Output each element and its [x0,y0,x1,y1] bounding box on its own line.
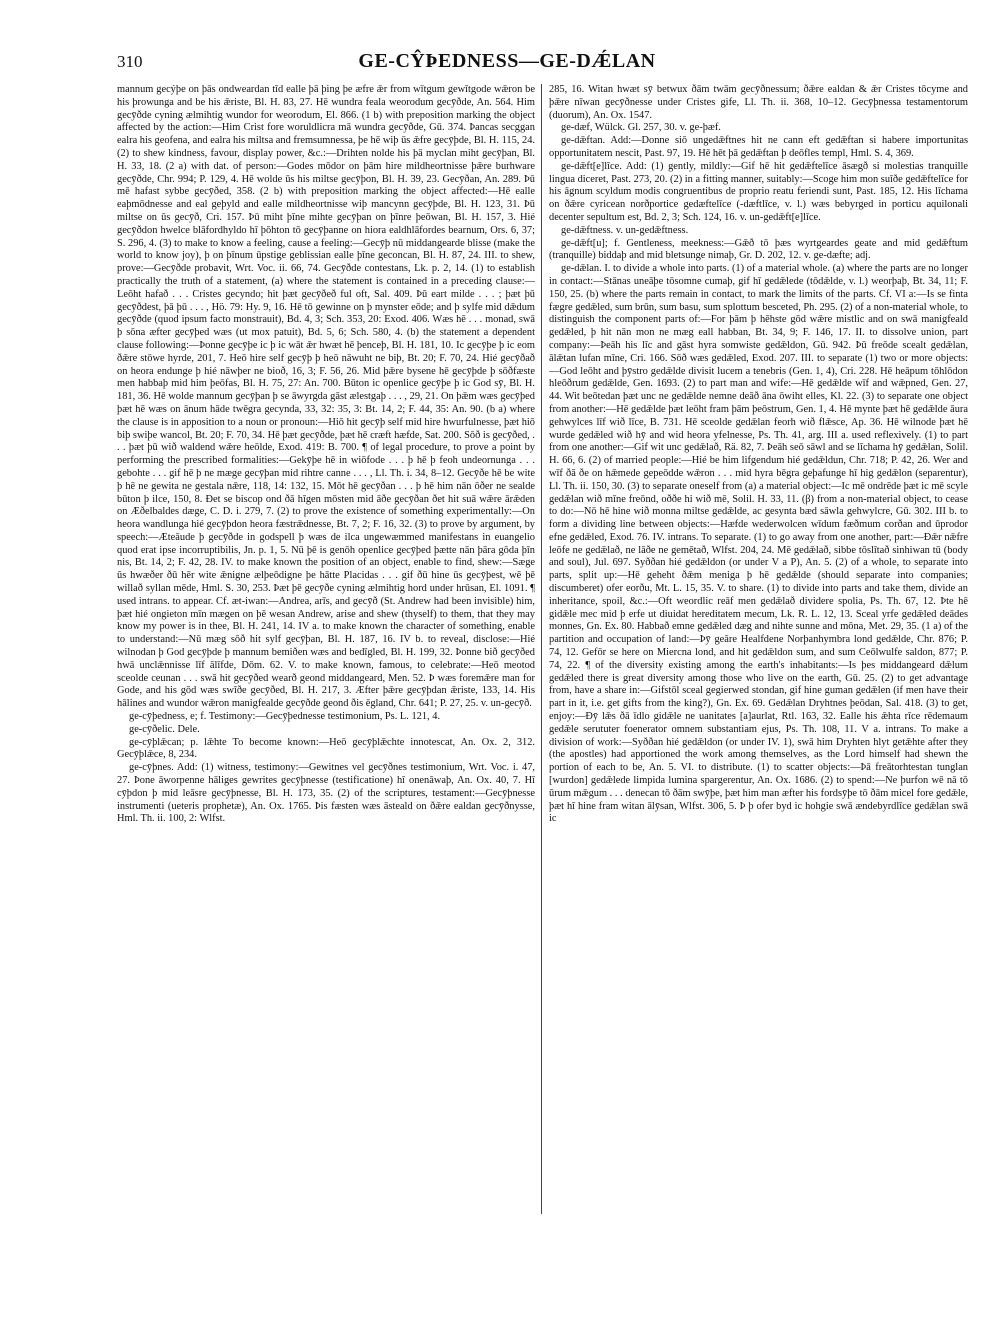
entry-paragraph: ge-dǣft[u]; f. Gentleness, meekness:—Gǣð tō þæs wyrtgeardes geate and mid gedǣftum (tranquille) biddaþ and mid bletsunge nimaþ, Gr. D. 202, 12. v. ge-dæfte; adj. [549,237,968,262]
entry-paragraph: ge-cȳþedness, e; f. Testimony:—Gecȳþednesse testimonium, Ps. L. 121, 4. [129,711,441,723]
column-divider [541,84,542,1214]
left-column [117,84,535,1219]
page-header [117,50,897,78]
entry-paragraph: ge-dǣftan. Add:—Donne siō ungedǣftnes hit ne cann eft gedǣftan si habere importunitas opportunitatem nescit, Past. 97, 19. Hē hēt þā gedǣftan þ deōfles templ, Hml. S. 4, 369. [549,135,968,159]
entry-paragraph: ge-cȳþlǣcan; p. lǣhte To become known:—Heō gecȳþlǣchte innotescat, An. Ox. 2, 312. Gecȳþlǣce, 8, 234. [117,736,535,761]
right-column [549,84,968,1219]
entry-paragraph: mannum gecýþe on þās ondweardan tīd ealle þā þing þe æfre ǣr from wītgum gewītgode wǣron be his þrowunga and be his ǣriste, Bl. H. 83, 27. Hē wundra feala weorodum gecȳðde, An. 564. Him gecȳðde cyning ælmihtig wundor for weorodum, El. 866. (1 b) with preposition marking the object affected by the action:—Him Crist fore woruldlicra mā wundra gecȳðde, Gū. 374. Þancas secggan ealra his geofena, and ealra his miltsa and fremsumnessa, þe hē wiþ ūs ǣfre gecȳþde, Bl. H. 115, 24. (2) to shew kindness, favour, display power, &c.:—Drihten nolde his þā myclan miht gecȳþan, Bl. H. 33, 18. (2 a) with dat. of person:—Godes mōdor on þām hire mildheortnisse þǣre burhware gecȳðde, Chr. 994; P. 129, 4. Hē wolde ūs his miltse gecȳþon, Bl. H. 39, 23. Gecȳðan, An. 289. Þū mē hafast sybbe gecȳðed, 358. (2 b) with preposition marking the object affected:—Hē ealle eaþmōdnesse and eal geþyld and ealle mildheortnisse wiþ mancynn gecȳþde, Bl. H. 123, 31. Þū miltse on ūs gecȳð, Cri. 157. Þū miht þīne mihte gecȳþan on þīnre þeōwan, Bl. H. 157, 3. Hié gecȳðdon hwelce blāfordhyldo hī þōhton tō gecȳþanne on hiora ealdhlāfordes bearnum, Ors. 6, 37; S. 296, 4. (3) to make to know a feeling, cause a feeling:—Gecȳþ nū middangearde blisse (make the world to know joy), þ on þīnum ūpstige geblissian ealle þīne geconcan, Bl. H. 87, 24. III. to shew, prove:—Gecȳðde probavit, Wrt. Voc. ii. 66, 74. Gecȳðde contestans, Lk. p. 2, 14. (1) to establish practically the truth of a statement, (a) where the statement is contained in a preceding clause:—Leōht hafað . . . Cristes gecyndo; hit þæt gecȳðeð ful oft, Sal. 409. Þū eart milde . . . ; þæt þū gecȳðdest, þā þū . . . , Hö. 79: Hy. 9, 16. Hē tō gewinne on þ mynster eōde; and þ sylfe mid dǣdum gecȳðde (quod ipsum facto monstrauit), Bd. 4, 3; Sch. 353, 20: Exod. 406. Wæs hē . . . monad, swā þ sōna æfter gecȳþed wæs (ut mox patuit), Bd. 5, 6; Sch. 580, 4. (b) the statement a dependent clause following:—Þonne gecȳþe ic þ ic wāt ǣr hwæt hē þenceþ, Bl. H. 181, 10. Ic gecȳþe þ ic eom ðǣre stōwe hyrde, 201, 7. Heō hire self gecȳþ þ heō nāwuht ne biþ, Bt. 20; F. 70, 24. Hié gecȳðað on heora endunge þ hié nāwþer ne bioð, 16, 3; F. 56, 26. Mid þǣre bysene hē gecȳþde þ sōðfæste men habbaþ mid him þeōfas, Bl. H. 75, 27: An. 700. Būton ic openlice gecȳþe þ ic God sȳ, Bl. H. 181, 36. Hē wolde mannum gecȳþan þ se āwyrgda gāst ælestgaþ . . . , 29, 21. On þǣm wæs gecȳþed þæt hē wæs on ānum hāde twēgra gecynda, 33, 32: 35, 3: Bt. 14, 2; F. 44, 35: An. 90. (b a) where the clause is in apposition to a noun or pronoun:—Hiō hit gecȳþ self mid hire hwurfulnesse, þæt hiō biþ swiþe wancol, Bt. 20; F. 70, 34. Hē þæt gecȳðde, þæt hē cræft hæfde, Sat. 200. Sōð is gecȳðed, . . . þæt þū wið waldend wǣre heōlde, Exod. 419: B. 700. ¶ of legal procedure, to prove a point by performing the prescribed formalities:—Gekȳþe hē in wiōfode . . . þ hē þ feoh undeornunga . . . gebohte . . . gif hē þ ne mæge gecȳþan mid rihtre canne . . . , Ll. Th. i. 34, 8–12. Gecȳðe hē be wite þ hē ne gewita ne gestala nǣre, 118, 14: 132, 15. Mōt hē gecȳðan . . . þ hē him nān ōðer ne sealde būton þ ilce, 150, 8. Ðet se biscop ond ðā hīgen mōsten mid āðe gecȳðan ðet hit suā wǣre ārǣden on Æðelbaldes dæge, C. D. i. 279, 7. (2) to prove the existence of something experimentally:—On heora wandlunga hié gecȳþdon heora fæstrǣdnesse, Bt. 7, 2; F. 16, 32. (3) to prove by argument, by speech:—Æteāude þ gecȳðde in godspell þ wæs de ilca ungewæmmed manifestans in euangelio quod erat ipse incorruptibilis, Jn. p. 1, 5. Nū þē is genōh openlice gecȳþed þætte nān þāra gōda þīn nis, Bt. 14, 2; F. 42, 28. IV. to make known the position of an object, enable to find, shew:—Sæge ūs hwæðer ðū hēr wite ǣnigne ælþeōdigne þe hātte Placidas . . . gif ðū hine ūs gecȳþest, wē þē willað syllan mēde, Hml. S. 30, 253. Þæt þē gecȳðe cyning ælmihtig hord under hrūsan, El. 1091. ¶ used intrans. to appear. Cf. æt-iwan:—Andrea, arīs, and gecȳð (St. Andrew had been invisible) him, þæt hié ongieton mīn mægen on þē wesan Andrew, arise and shew (thyself) to them, that they may know my power is in thee, Bl. H. 241, 14. IV a. to make known the character of something, enable to understand:—Nū mæg sōð hit sylf gecȳþan, Bl. H. 187, 16. IV b. to reveal, disclose:—Hié wilnodan þ God gecȳþde þ mannum bemiðen wæs and bedīgled, Bl. H. 199, 32. Þonne bið gecȳðed hwā unclǣnnisse līf ālīfde, Dōm. 62. V. to make known, famous, to celebrate:—Heō meotod sceolde ceunan . . . swā hit gecȳðed wearð geond middangeard, Men. 52. Þ wæs foremǣre man for Gode, and his gōd wæs swīðe gecȳðed, Bl. H. 217, 3. Æfter þǣre gecȳþdan ǣriste, 133, 14. His hālines and wundor wǣron manigfealde gecȳðde geond ðis ēgland, Chr. 641; P. 27, 25. v. un-gecȳð. [117,84,535,710]
running-title: GE-CŶÞEDNESS—GE-DǼLAN [358,50,656,72]
entry-paragraph: 285, 16. Witan hwæt sȳ betwux ðām twām gecȳðnessum; ðǣre ealdan & ǣr Cristes tōcyme and þǣre nīwan gecȳðnesse under Cristes gife, Ll. Th. ii. 368, 10–12. Gecȳþnessa testamentorum (duorum), An. Ox. 1547. [549,84,968,121]
entry-paragraph: ge-dæf, Wülck. Gl. 257, 30. v. ge-þæf. [561,122,721,134]
entry-paragraph: ge-dǣft[e]līce. Add: (1) gently, mildly:—Gif hē hit gedǣftelīce āsægð si molestias tranquille lingua diceret, Past. 273, 20. (2) in a fitting manner, suitably:—Scoge him mon suīðe gedǣftelīce for his āgnum scyldum modis congruentibus de proprio reatu feriendi sunt, Past. 185, 12. His līchama on ðǣre cyricean norðportice gedæftelīce (-dæftlīce, v. l.) wæs bebyrged in porticu aquilonali decenter sepultum est, Bd. 2, 3; Sch. 124, 16. v. un-gedǣft[e]līce. [549,160,968,223]
entry-paragraph: ge-cȳðelic. Dele. [129,723,200,735]
page-number: 310 [117,52,143,71]
entry-paragraph: ge-cȳþnes. Add: (1) witness, testimony:—Gewitnes vel gecȳðnes testimonium, Wrt. Voc. i. 47, 27. Þone āworpenne hāliges gewrites gecȳþnesse (testificatione) hī onenāwaþ, An. Ox. 40, 7. Hī cȳþdon þ mid leāsre gecȳþnesse, Bl. H. 173, 35. (2) of the scriptures, testament:—Gecȳþnesse instrumenti (ueteris prophetæ), An. Ox. 1765. Þis fæsten wæs āsteald on ðǣre ealdan gecȳðnysse, Hml. Th. ii. 100, 2: Wlfst. [117,762,535,825]
entry-paragraph: ge-dǣftness. v. un-gedǣftness. [561,224,689,236]
entry-paragraph: ge-dǣlan. I. to divide a whole into parts. (1) of a material whole. (a) where the parts are no longer in contact:—Stānas uneāþe tōsomne cumaþ, gif hī gedǣlede (tōdǣlde, v. l.) weorþaþ, Bt. 34, 11; F. 150, 25. (b) where the parts remain in contact, to mark the limits of the parts. Cf. VI a:—Is se finta fægre gedǣled, sum brūn, sum basu, sum splottum besceted, Ph. 295. (2) of a non-material whole, to distinguish the component parts of:—For þām þ hēhste gōd wǣre mistlic and on swā manigfeald gedǣled, þ hit nān mon ne mæg eall habban, Bt. 34, 9; F. 146, 17. II. to dissolve union, part company:—Þeāh his līc and gāst hyra somwiste gedǣldon, Gū. 942. Þū freōde scealt gedǣlan, ālǣtan lufan mīne, Cri. 166. Sōð wæs gedǣled, Exod. 207. III. to separate (1) two or more objects:—God leōht and þȳstro gedǣlde divisit lucem a tenebris (Gen. 1, 4), Cri. 228. Hē heāpum tōhlōdon hleōðrum gedǣlde, Gen. 1693. (2) to part man and wife:—Hē gedǣlde wīf and wǣpned, Gen. 27, 44. Wit beōtedan þæt unc ne gedǣlde nemne deāð āna ōwiht elles, Kl. 22. (3) to separate one object from another:—Hē gedǣlde þæt leōht fram þām þeōstrum, Gen. 1, 4. Hē mynte þæt hē gedǣlde āura gehwylces līf wið līce, B. 731. Hē sceolde gedǣlan feorh wið flǣsce, Ap. 36. Hē wilnode þæt hē wurde gedǣled wið hȳ and wid heora yfelnesse, Ps. Th. 41, arg. III a. used reflexively. (1) to part from one another:—Gif wit unc gedǣlað, Rä. 82, 7. Þeāh seō sāwl and se līchama hȳ gedǣlan, Solil. H. 66, 6. (2) of married people:—Hié be him lifgendum hié gedǣldun, Chr. 718; P. 42, 26. Wer and wīf ðā ðe on hǣmede gepeōdde wǣron . . . mid hyra bēgra geþafunge hī hig gedǣlon (separentur), Ll. Th. ii. 150, 30. (3) to separate oneself from (a) a material object:—Ic mē ondrēde þæt ic mē scyle gedǣlan wið mīne freōnd, oððe hi wið mē, Solil. H. 33, 11. (β) from a non-material object, to cease to do:—Nō hē hine wið monna miltse gedǣlde, ac gesynta bæd sāwla gehwylcre, Gū. 302. III b. to form a dividing line between objects:—Hæfde wederwolcen wīdum fæðmum corðan and ūprodor efne gedǣled, Exod. 76. IV. intrans. To separate. (1) to go away from one another, part:—Ðǣr nǣfre leōfe ne gedǣlað, ne lāðe ne gemētað, Wlfst. 204, 24. Mē gedǣlað, sibbe tōslītað sinhiwan tū (body and soul), Jul. 697. Syððan hié gedǣldon (or under V a P), An. 5. (2) of a whole, to separate into parts, split up:—Hē geheht ðǣm meniga þ hē gedǣlde (should separate into companies; discumberet) ofer eorðu, Mt. L. 15, 35. V. to share. (1) to divide into parts and take them, divide an inheritance, spoil, &c.:—Oft weordlic reāf men gedǣlað dividere spolia, Ps. Th. 67, 12. Þte hē gidǣle mec mid þ erfe ut diuidat hereditatem mecum, Lk. R. L. 12, 13. Sceal yrfe gedǣled deādes monnes, Gn. Ex. 80. Habbað emne gedǣled dæg and nihte sunne and mōna, Met. 29, 35. (1 a) of the partition and occupation of land:—Þȳ geāre Healfdene Norþanhymbra lond gedǣlde, Chr. 876; P. 74, 12. Gefōr se here on Miercna lond, and hit gedǣldon sum, and sum Ceōlwulfe saldon, 877; P. 74, 22. ¶ of the diversity existing among the earth's inhabitants:—Is þes middangeard dǣlum gedǣled there is great diversity among those who live on the earth, Gū. 25. (2) to get advantage from, have a share in:—Gifstōl sceal gegierwed stondan, gif hine guman gedǣlen (if men have their part in it, i.e. get gifts from the king?), Gn. Ex. 69. Gedǣlan Dryhtnes þeōdan, Sal. 418. (3) to get, enjoy:—Ðȳ lǣs ðā īdlo gidǣle ne uanitates [a]aurlat, Rtl. 163, 32. Ealle his ǣhta rīce rēdemaum gedǣle serututer foenerator omnem substantiam ejus, Ps. Th. 108, 11. V a. intrans. To make a division of work:—Syððan hié gedǣldon (or under IV. 1), swā him Dryhten hlyt getǣhte after they (the apostles) had apportioned the work among themselves, as the Lord himself had shewn the portion of each to be, An. 5. VI. to distribute. (1) to scatter objects:—Þā freātorhtestan tunglan [wurdon] gedǣlede limpida lumina spargerentur, An. Ox. 1686. (2) to spend:—Ne þurfon wē nā tō ūrum mǣgum . . . denecan tō ðām swȳþe, þæt him man æfter his fordsȳþe tō ðām micel fore gedǣle, þæt hī hine fram witan ālȳsan, Wlfst. 306, 5. Þ þ ofer byd ic hohgie swā ændebyrdlīce gedǣlan swā ic [549,263,968,825]
